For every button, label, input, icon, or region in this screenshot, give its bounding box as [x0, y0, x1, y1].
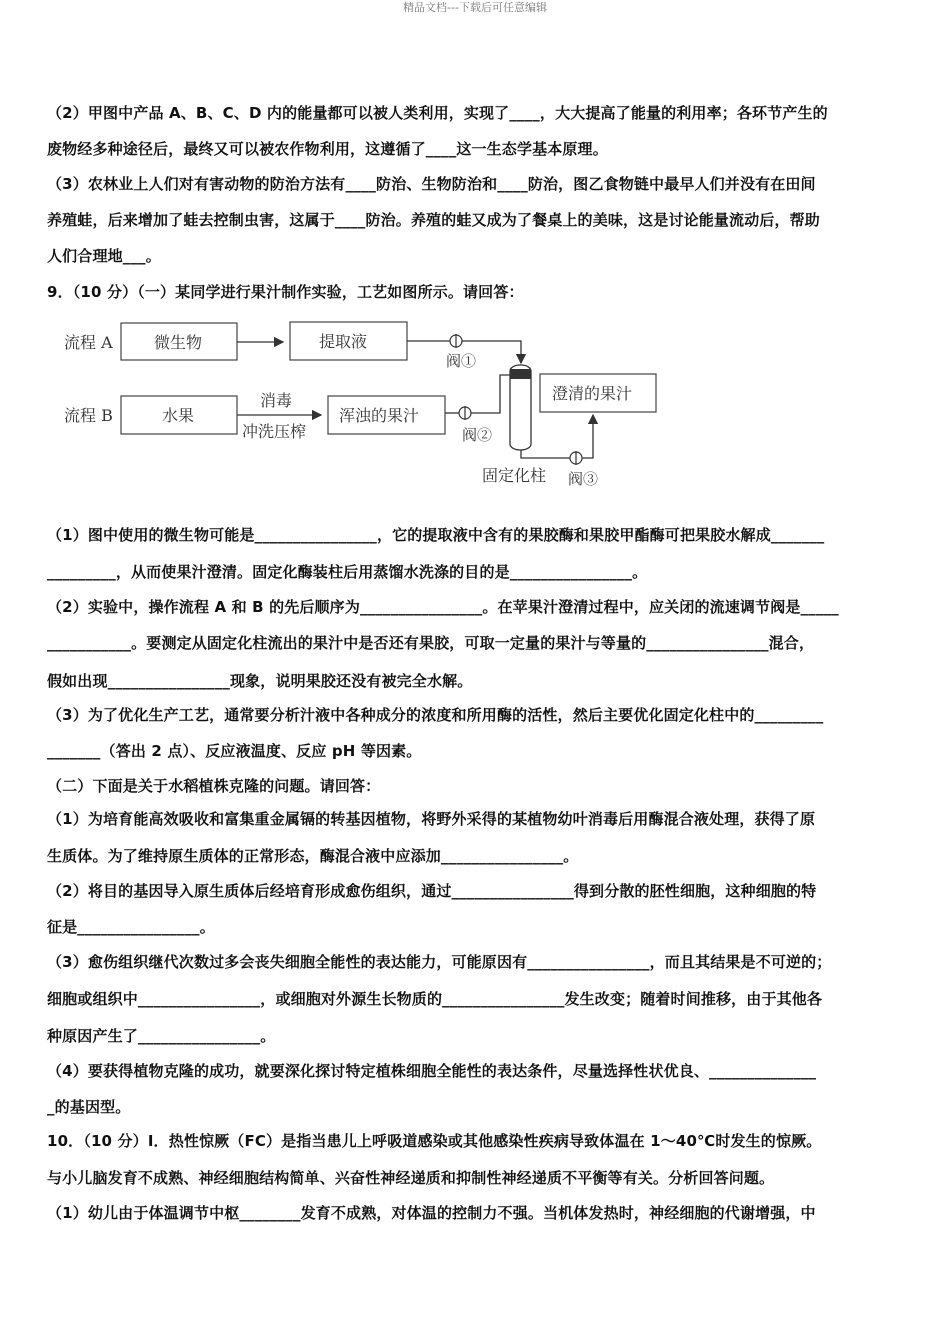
column-label: 固定化柱 — [482, 466, 547, 485]
fruit-label: 水果 — [162, 406, 195, 425]
valve-2-label: 阀② — [462, 426, 493, 444]
text-line: （3）为了优化生产工艺，通常要分析汁液中各种成分的浓度和所用酶的活性，然后主要优化固定化柱中的_________ — [47, 706, 824, 724]
text-line: _的基因型。 — [47, 1098, 131, 1116]
text-line: 养殖蛙，后来增加了蛙去控制虫害，这属于____防治。养殖的蛙又成为了餐桌上的美味，这是讨论能量流动后，帮助 — [47, 211, 820, 229]
text-line: （1）图中使用的微生物可能是________________，它的提取液中含有的果胶酶和果胶甲酯酶可把果胶水解成_______ — [47, 526, 825, 544]
section-heading: （二）下面是关于水稻植株克隆的问题。请回答： — [47, 777, 381, 795]
text-line: _________，从而使果汁澄清。固定化酶装柱后用蒸馏水洗涤的目的是________________。 — [47, 563, 648, 581]
text-line: （4）要获得植物克隆的成功，就要深化探讨特定植株细胞全能性的表达条件，尽量选择性状优良、______________ — [47, 1062, 817, 1080]
page-header: 精品文档---下载后可任意编辑 — [403, 1, 547, 14]
text-line: 假如出现________________现象，说明果胶还没有被完全水解。 — [47, 672, 473, 690]
question-heading: 9．（10 分）（一）某同学进行果汁制作实验，工艺如图所示。请回答： — [47, 283, 524, 301]
valve-1-label: 阀① — [446, 352, 477, 370]
text-line: 征是________________。 — [47, 918, 215, 936]
flow-a-label: 流程 A — [64, 333, 113, 352]
question-heading: 10．（10 分）Ⅰ．热性惊厥（FC）是指当患儿上呼吸道感染或其他感染性疾病导致体温在 1～40℃时发生的惊厥。 — [47, 1132, 822, 1150]
text-line: 废物经多种途径后，最终又可以被农作物利用，这遵循了____这一生态学基本原理。 — [47, 140, 608, 158]
text-line: 生质体。为了维持原生质体的正常形态，酶混合液中应添加________________。 — [47, 847, 579, 865]
text-line: （1）幼儿由于体温调节中枢________发育不成熟，对体温的控制力不强。当机体发热时，神经细胞的代谢增强，中 — [47, 1204, 816, 1222]
microbe-label: 微生物 — [154, 333, 203, 352]
wash-press-label: 冲洗压榨 — [242, 422, 307, 441]
text-line: （1）为培育能高效吸收和富集重金属镉的转基因植物，将野外采得的某植物幼叶消毒后用酶混合液处理，获得了原 — [47, 810, 816, 828]
arrow — [582, 415, 593, 458]
text-line: （2）将目的基因导入原生质体后经培育形成愈伤组织，通过________________得到分散的胚性细胞，这种细胞的特 — [47, 882, 817, 900]
text-line: （3）农林业上人们对有害动物的防治方法有____防治、生物防治和____防治，图乙食物链中最早人们并没有在田间 — [47, 175, 816, 193]
juice-process-diagram — [58, 315, 678, 495]
text-line: 细胞或组织中________________，或细胞对外源生长物质的________________发生改变；随着时间推移，由于其他各 — [47, 990, 823, 1008]
text-line: 与小儿脑发育不成熟、神经细胞结构简单、兴奋性神经递质和抑制性神经递质不平衡等有关。分析回答问题。 — [47, 1169, 775, 1187]
text-line: （3）愈伤组织继代次数过多会丧失细胞全能性的表达能力，可能原因有________________，而且其结果是不可逆的； — [47, 953, 832, 971]
turbid-juice-label: 浑浊的果汁 — [339, 406, 420, 425]
text-line: ___________。要测定从固定化柱流出的果汁中是否还有果胶，可取一定量的果汁与等量的________________混合， — [47, 634, 815, 652]
disinfect-label: 消毒 — [260, 391, 293, 410]
valve-3-label: 阀③ — [568, 470, 599, 488]
text-line: 种原因产生了________________。 — [47, 1027, 276, 1045]
flow-b-label: 流程 B — [64, 406, 113, 425]
text-line: （2）实验中，操作流程 A 和 B 的先后顺序为________________。在苹果汁澄清过程中，应关闭的流速调节阀是_____ — [47, 598, 839, 616]
pipe — [521, 450, 570, 458]
clear-juice-label: 澄清的果汁 — [552, 384, 633, 403]
extract-label: 提取液 — [319, 332, 368, 351]
text-line: 人们合理地___。 — [47, 247, 161, 265]
text-line: （2）甲图中产品 A、B、C、D 内的能量都可以被人类利用，实现了____，大大提高了能量的利用率；各环节产生的 — [47, 104, 828, 122]
pipe — [471, 375, 510, 413]
text-line: _______（答出 2 点）、反应液温度、反应 pH 等因素。 — [47, 742, 422, 760]
